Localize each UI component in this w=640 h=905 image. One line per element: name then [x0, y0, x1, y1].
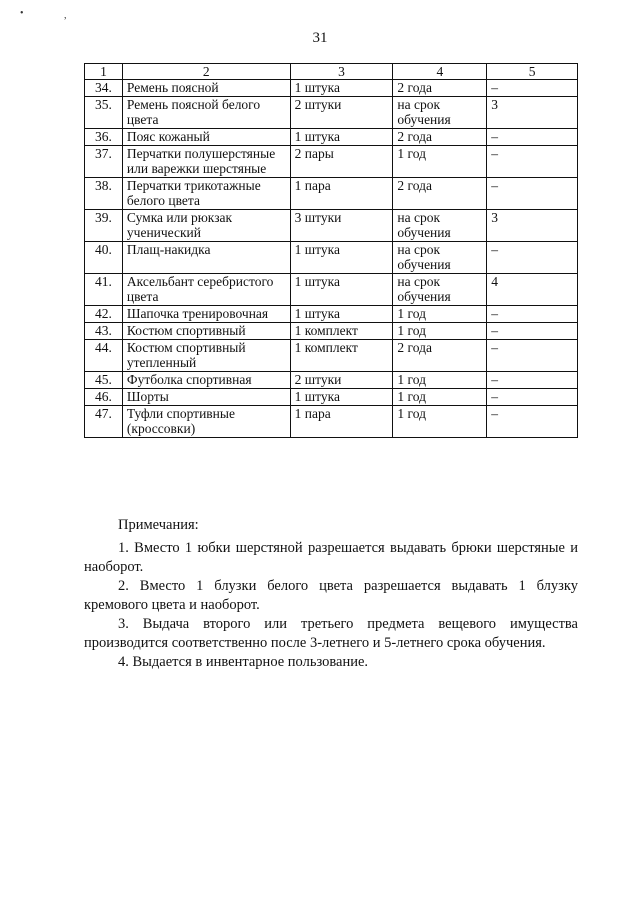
item-quantity: 1 пара	[290, 406, 393, 438]
item-note: –	[487, 323, 578, 340]
table-row	[85, 242, 578, 274]
item-term: 1 год	[393, 323, 487, 340]
item-quantity: 1 комплект	[290, 323, 393, 340]
row-number: 42.	[85, 306, 123, 323]
item-quantity: 1 комплект	[290, 340, 393, 372]
column-header: 4	[393, 64, 487, 80]
row-number: 34.	[85, 80, 123, 97]
item-term: на срок обучения	[393, 210, 487, 242]
item-quantity: 2 штуки	[290, 372, 393, 389]
items-table	[84, 63, 578, 438]
table-row	[85, 210, 578, 242]
item-note: –	[487, 389, 578, 406]
table-row	[85, 97, 578, 129]
item-quantity: 1 штука	[290, 306, 393, 323]
item-quantity: 1 штука	[290, 389, 393, 406]
item-note: 4	[487, 274, 578, 306]
row-number: 35.	[85, 97, 123, 129]
item-name: Шапочка тренировочная	[122, 306, 290, 323]
item-quantity: 2 пары	[290, 146, 393, 178]
note-item: 3. Выдача второго или третьего предмета вещевого имущества производится соответственно после 3-летнего и 5-летнего срока обучения.	[84, 616, 578, 651]
item-name: Перчатки полушерстяные или варежки шерстяные	[122, 146, 290, 178]
item-term: 2 года	[393, 340, 487, 372]
item-note: –	[487, 306, 578, 323]
item-term: 1 год	[393, 146, 487, 178]
table-row	[85, 323, 578, 340]
row-number: 40.	[85, 242, 123, 274]
item-name: Туфли спортивные (кроссовки)	[122, 406, 290, 438]
item-term: на срок обучения	[393, 274, 487, 306]
item-name: Перчатки трикотажные белого цвета	[122, 178, 290, 210]
item-quantity: 1 штука	[290, 274, 393, 306]
row-number: 41.	[85, 274, 123, 306]
item-quantity: 3 штуки	[290, 210, 393, 242]
table-row	[85, 340, 578, 372]
column-header: 1	[85, 64, 123, 80]
row-number: 38.	[85, 178, 123, 210]
item-term: 2 года	[393, 129, 487, 146]
row-number: 46.	[85, 389, 123, 406]
item-term: 1 год	[393, 372, 487, 389]
item-term: на срок обучения	[393, 97, 487, 129]
row-number: 39.	[85, 210, 123, 242]
table-row	[85, 80, 578, 97]
item-note: –	[487, 242, 578, 274]
row-number: 44.	[85, 340, 123, 372]
table-row	[85, 389, 578, 406]
item-note: –	[487, 80, 578, 97]
column-header: 5	[487, 64, 578, 80]
item-note: –	[487, 340, 578, 372]
row-number: 36.	[85, 129, 123, 146]
scan-speck: •	[20, 8, 24, 19]
item-quantity: 1 штука	[290, 129, 393, 146]
table-row	[85, 306, 578, 323]
item-term: 1 год	[393, 406, 487, 438]
item-note: –	[487, 129, 578, 146]
row-number: 45.	[85, 372, 123, 389]
table-header-row	[85, 64, 578, 80]
table-row	[85, 406, 578, 438]
item-quantity: 2 штуки	[290, 97, 393, 129]
note-item: 1. Вместо 1 юбки шерстяной разрешается выдавать брюки шерстяные и наоборот.	[84, 540, 578, 575]
table-row	[85, 146, 578, 178]
scan-speck: ,	[64, 10, 67, 21]
item-note: –	[487, 178, 578, 210]
item-term: 2 года	[393, 80, 487, 97]
row-number: 43.	[85, 323, 123, 340]
item-term: 1 год	[393, 306, 487, 323]
item-note: 3	[487, 97, 578, 129]
item-term: 2 года	[393, 178, 487, 210]
note-item: 4. Выдается в инвентарное пользование.	[118, 654, 369, 670]
item-name: Пояс кожаный	[122, 129, 290, 146]
note-item: 2. Вместо 1 блузки белого цвета разрешается выдавать 1 блузку кремового цвета и наоборот.	[84, 578, 578, 613]
item-name: Аксельбант серебристого цвета	[122, 274, 290, 306]
item-name: Ремень поясной белого цвета	[122, 97, 290, 129]
item-term: на срок обучения	[393, 242, 487, 274]
table-row	[85, 372, 578, 389]
notes-section	[84, 516, 578, 672]
item-quantity: 1 штука	[290, 242, 393, 274]
item-note: –	[487, 372, 578, 389]
item-name: Футболка спортивная	[122, 372, 290, 389]
item-quantity: 1 пара	[290, 178, 393, 210]
item-note: –	[487, 406, 578, 438]
item-term: 1 год	[393, 389, 487, 406]
item-name: Сумка или рюкзак ученический	[122, 210, 290, 242]
column-header: 2	[122, 64, 290, 80]
table-row	[85, 129, 578, 146]
item-name: Ремень поясной	[122, 80, 290, 97]
page-number: 31	[312, 30, 328, 46]
item-note: –	[487, 146, 578, 178]
item-name: Костюм спортивный	[122, 323, 290, 340]
item-quantity: 1 штука	[290, 80, 393, 97]
table-row	[85, 274, 578, 306]
row-number: 47.	[85, 406, 123, 438]
item-name: Плащ-накидка	[122, 242, 290, 274]
item-note: 3	[487, 210, 578, 242]
column-header: 3	[290, 64, 393, 80]
item-name: Шорты	[122, 389, 290, 406]
notes-title: Примечания:	[118, 517, 199, 533]
table-row	[85, 178, 578, 210]
item-name: Костюм спортивный утепленный	[122, 340, 290, 372]
row-number: 37.	[85, 146, 123, 178]
